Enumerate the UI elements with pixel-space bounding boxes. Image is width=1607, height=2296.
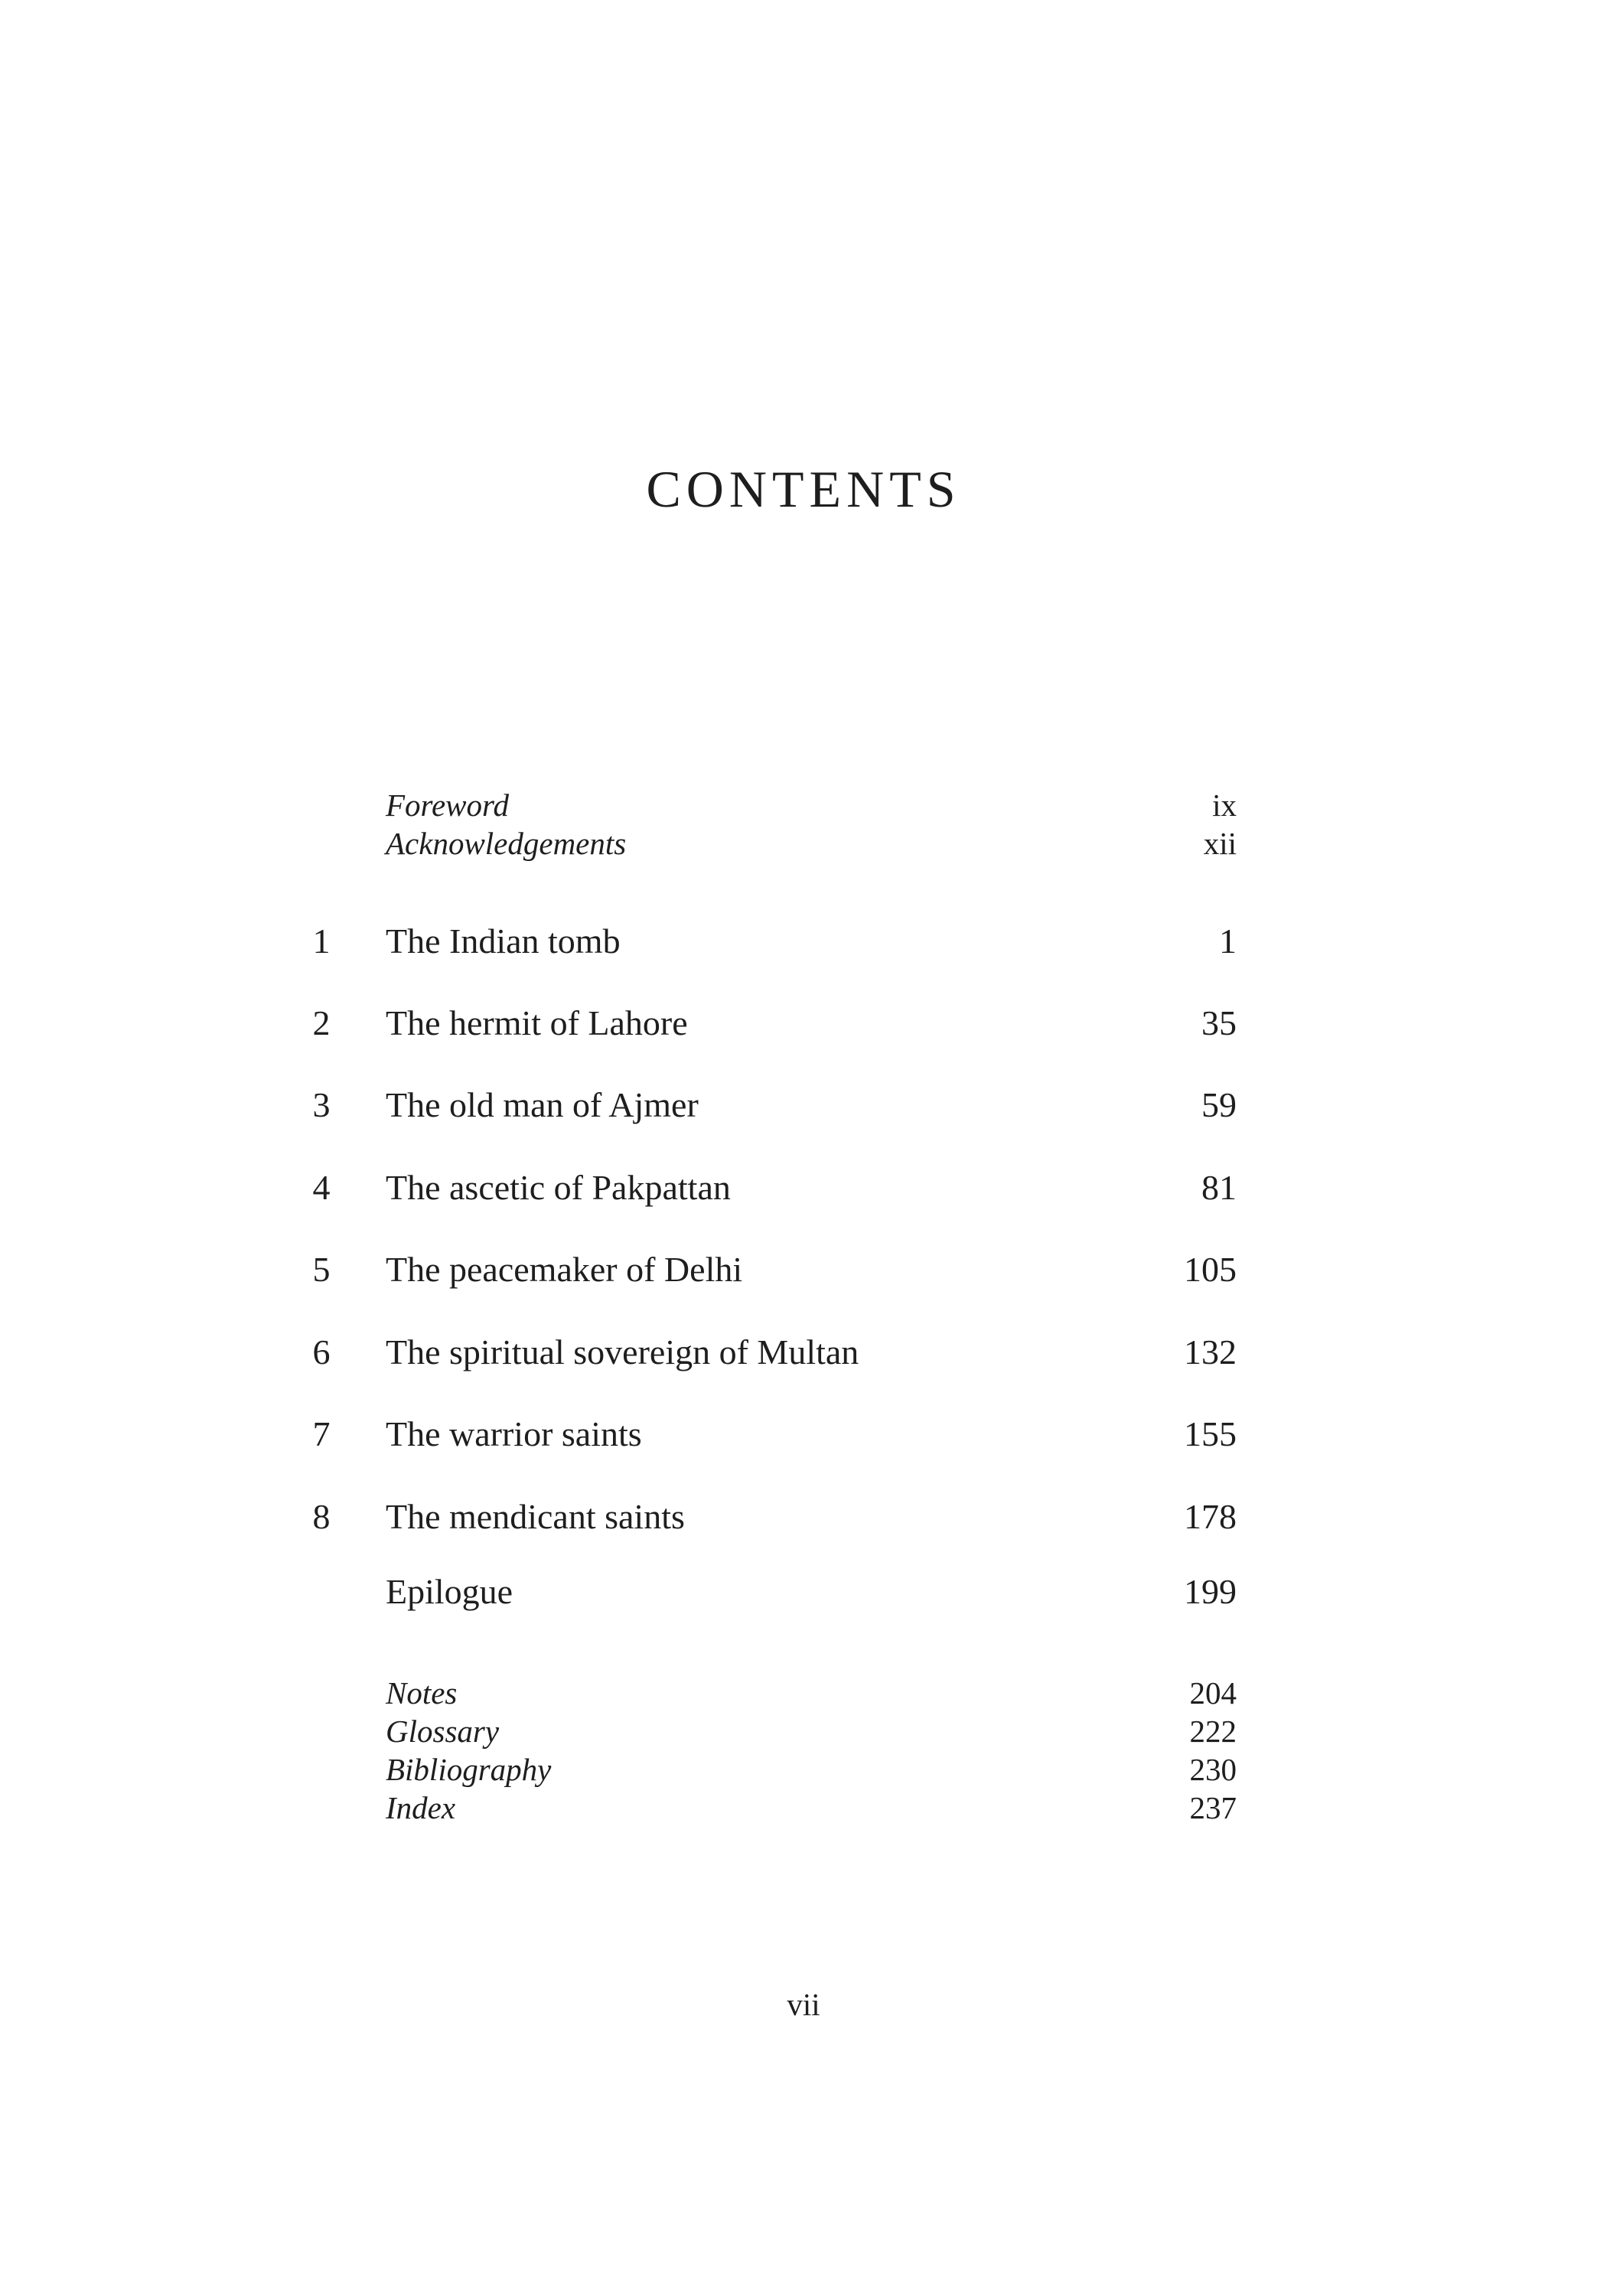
chapter-title: The mendicant saints — [386, 1497, 685, 1536]
toc-entry-notes[interactable] — [0, 1674, 1607, 1712]
chapter-title: The warrior saints — [386, 1414, 642, 1453]
toc-entry-chapter-6[interactable] — [0, 1329, 1607, 1375]
chapter-page: 132 — [1184, 1332, 1237, 1371]
chapter-number: 2 — [312, 1003, 331, 1042]
chapter-number: 8 — [312, 1497, 331, 1536]
chapter-page: 35 — [1201, 1003, 1237, 1042]
toc-entry-foreword[interactable] — [0, 786, 1607, 824]
toc-entry-index[interactable] — [0, 1789, 1607, 1827]
toc-entry-chapter-5[interactable] — [0, 1247, 1607, 1293]
toc-entry-chapter-7[interactable] — [0, 1411, 1607, 1457]
toc-entry-glossary[interactable] — [0, 1712, 1607, 1750]
chapter-title: The peacemaker of Delhi — [386, 1250, 743, 1289]
toc-entry-epilogue[interactable] — [0, 1569, 1607, 1615]
toc-entry-chapter-4[interactable] — [0, 1165, 1607, 1211]
chapter-number: 5 — [312, 1250, 331, 1289]
toc-entry-page: ix — [1212, 788, 1237, 823]
toc-entry-label: Index — [386, 1790, 456, 1825]
chapter-page: 59 — [1201, 1085, 1237, 1124]
chapter-page: 105 — [1184, 1250, 1237, 1289]
toc-entry-bibliography[interactable] — [0, 1750, 1607, 1789]
chapter-number: 3 — [312, 1085, 331, 1124]
chapter-number: 6 — [312, 1332, 331, 1371]
toc-entry-chapter-8[interactable] — [0, 1494, 1607, 1540]
page-title: CONTENTS — [646, 460, 961, 518]
chapter-page: 155 — [1184, 1414, 1237, 1453]
toc-entry-label: Bibliography — [386, 1752, 552, 1787]
toc-entry-chapter-2[interactable] — [0, 1000, 1607, 1046]
chapter-page: 1 — [1219, 921, 1237, 960]
chapter-page: 178 — [1184, 1497, 1237, 1536]
toc-entry-label: Acknowledgements — [386, 826, 627, 861]
toc-entry-label: Glossary — [386, 1714, 500, 1749]
chapter-page: 81 — [1201, 1168, 1237, 1207]
toc-entry-label: Foreword — [386, 788, 509, 823]
page-folio: vii — [787, 1987, 820, 2022]
toc-entry-chapter-3[interactable] — [0, 1082, 1607, 1128]
chapter-number: 7 — [312, 1414, 331, 1453]
toc-entry-label: Notes — [386, 1675, 458, 1711]
chapter-title: The hermit of Lahore — [386, 1003, 688, 1042]
toc-entry-page: 204 — [1189, 1675, 1237, 1711]
toc-entry-page: 237 — [1189, 1790, 1237, 1825]
chapter-number: 4 — [312, 1168, 331, 1207]
epilogue-title: Epilogue — [386, 1572, 513, 1611]
toc-entry-acknowledgements[interactable] — [0, 824, 1607, 863]
chapter-title: The spiritual sovereign of Multan — [386, 1332, 859, 1371]
epilogue-page: 199 — [1184, 1572, 1237, 1611]
chapter-title: The old man of Ajmer — [386, 1085, 699, 1124]
chapter-title: The Indian tomb — [386, 921, 621, 960]
toc-entry-page: 222 — [1189, 1714, 1237, 1749]
toc-entry-page: 230 — [1189, 1752, 1237, 1787]
toc-entry-chapter-1[interactable] — [0, 918, 1607, 964]
chapter-number: 1 — [312, 921, 331, 960]
chapter-title: The ascetic of Pakpattan — [386, 1168, 731, 1207]
toc-entry-page: xii — [1203, 826, 1237, 861]
